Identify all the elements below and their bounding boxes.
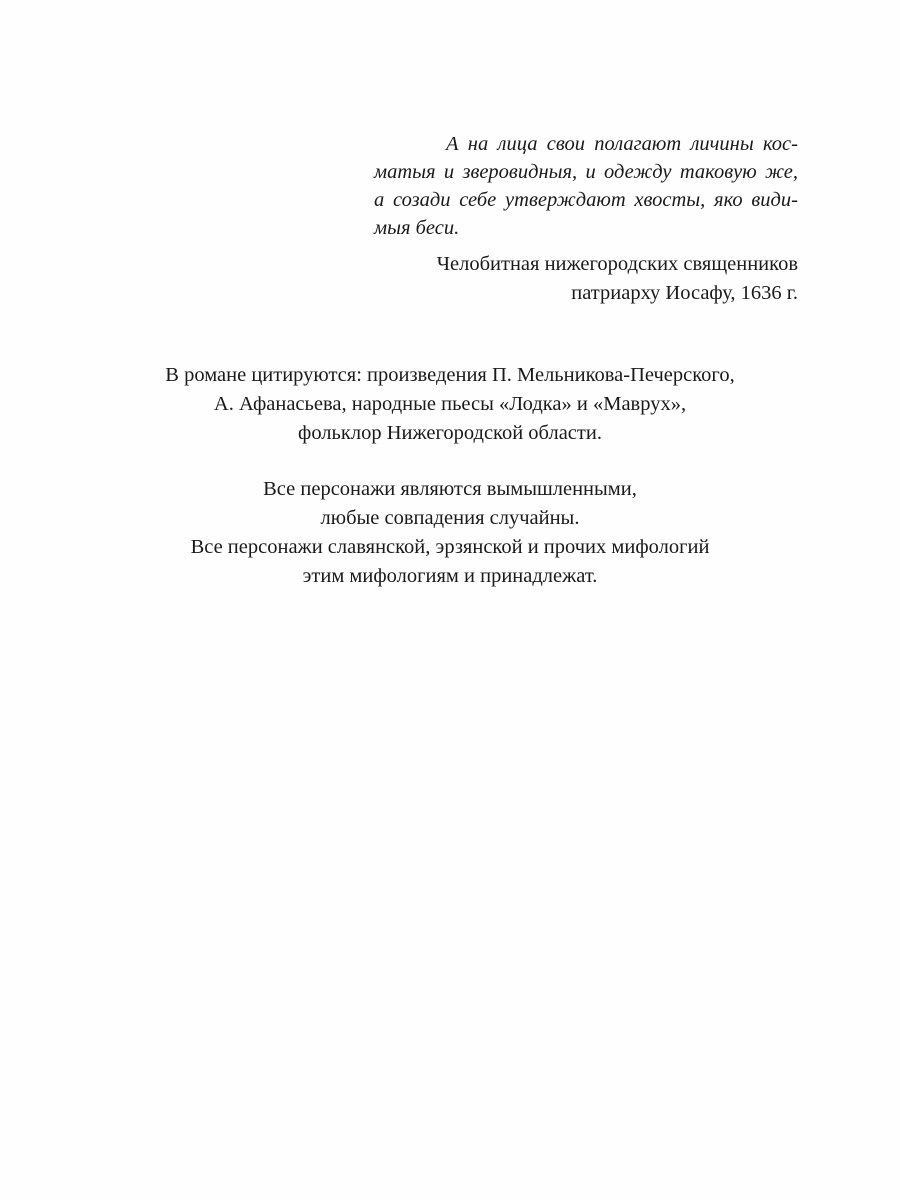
epigraph-attribution [374,250,798,308]
citations-note-line: фольклор Нижегородской области. [298,422,602,444]
epigraph [374,130,798,308]
disclaimer-line: этим мифологиям и принадлежат. [302,565,598,587]
epigraph-quote-line: а созади себе утверждают хвосты, яко види- [374,189,798,211]
epigraph-quote-line: А на лица свои полагают личины кос- [446,133,798,155]
epigraph-attribution-line: Челобитная нижегородских священников [436,253,798,275]
disclaimer-line: Все персонажи являются вымышленными, [263,478,637,500]
epigraph-attribution-line: патриарху Иосафу, 1636 г. [571,282,798,304]
disclaimer-line: Все персонажи славянской, эрзянской и прочих мифологий [190,536,710,558]
citations-note-line: А. Афанасьева, народные пьесы «Лодка» и «Маврух», [213,393,687,415]
disclaimer-line: любые совпадения случайны. [320,507,580,529]
citations-note [0,361,900,448]
epigraph-quote-line: матыя и зверовидныя, и одежду таковую же, [374,161,798,183]
epigraph-quote-line: мыя беси. [374,217,460,239]
fiction-disclaimer [0,475,900,591]
epigraph-quote [374,130,798,242]
citations-note-line: В романе цитируются: произведения П. Мельникова-Печерского, [165,364,735,386]
